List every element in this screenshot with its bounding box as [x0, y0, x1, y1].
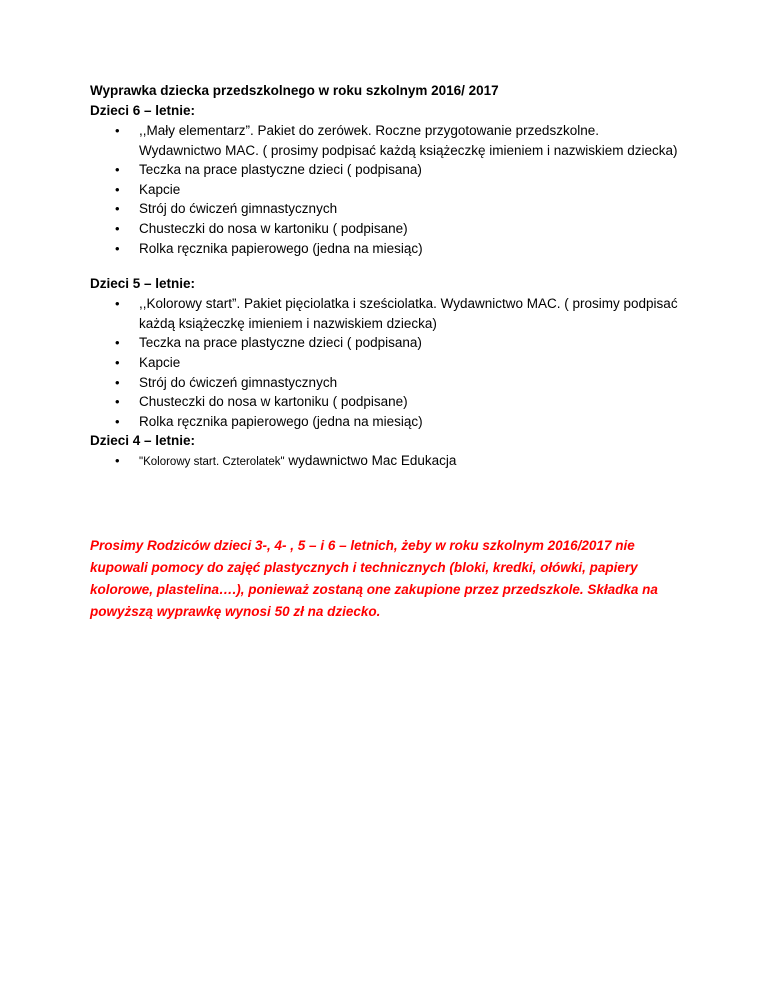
list-item: • Strój do ćwiczeń gimnastycznych	[139, 199, 679, 219]
section-spacer	[90, 258, 690, 274]
list-item: • Rolka ręcznika papierowego (jedna na miesiąc)	[139, 412, 679, 432]
supply-list-5yo	[90, 294, 679, 431]
supply-list-4yo	[90, 451, 679, 473]
list-item: • Kapcie	[139, 180, 679, 200]
list-item: • Chusteczki do nosa w kartoniku ( podpisane)	[139, 219, 679, 239]
section-heading-4yo: Dzieci 4 – letnie:	[90, 433, 196, 449]
supply-list-6yo	[90, 121, 679, 258]
list-item: • Strój do ćwiczeń gimnastycznych	[139, 373, 679, 393]
list-item: • Teczka na prace plastyczne dzieci ( podpisana)	[139, 333, 679, 353]
list-item: • Rolka ręcznika papierowego (jedna na miesiąc)	[139, 239, 679, 259]
list-item: • ,,Kolorowy start”. Pakiet pięciolatka i sześciolatka. Wydawnictwo MAC. ( prosimy podpisać każdą książeczkę imieniem i nazwiskiem dziecka)	[139, 294, 679, 333]
section-heading-5yo: Dzieci 5 – letnie:	[90, 276, 196, 292]
document-body	[90, 81, 690, 473]
list-item: • Chusteczki do nosa w kartoniku ( podpisane)	[139, 392, 679, 412]
list-item: • ,,Mały elementarz”. Pakiet do zerówek. Roczne przygotowanie przedszkolne. Wydawnictwo MAC. ( prosimy podpisać każdą książeczkę imieniem i nazwiskiem dziecka)	[139, 121, 679, 160]
list-item: • Teczka na prace plastyczne dzieci ( podpisana)	[139, 160, 679, 180]
list-item: • Kapcie	[139, 353, 679, 373]
section-heading-6yo: Dzieci 6 – letnie:	[90, 103, 196, 118]
parent-notice: Prosimy Rodziców dzieci 3-, 4- , 5 – i 6 – letnich, żeby w roku szkolnym 2016/2017 nie kupowali pomocy do zajęć plastycznych i technicznych (bloki, kredki, ołówki, papiery kolorowe, plastelina….), ponieważ zostaną one zakupione przez przedszkole. Składka na powyższą wyprawkę wynosi 50 zł na dziecko.	[90, 538, 658, 619]
list-item	[139, 451, 679, 473]
document-title: Wyprawka dziecka przedszkolnego w roku szkolnym 2016/ 2017	[90, 83, 499, 98]
publisher-text: wydawnictwo Mac Edukacja	[284, 453, 457, 469]
book-title: "Kolorowy start. Czterolatek"	[139, 456, 285, 469]
